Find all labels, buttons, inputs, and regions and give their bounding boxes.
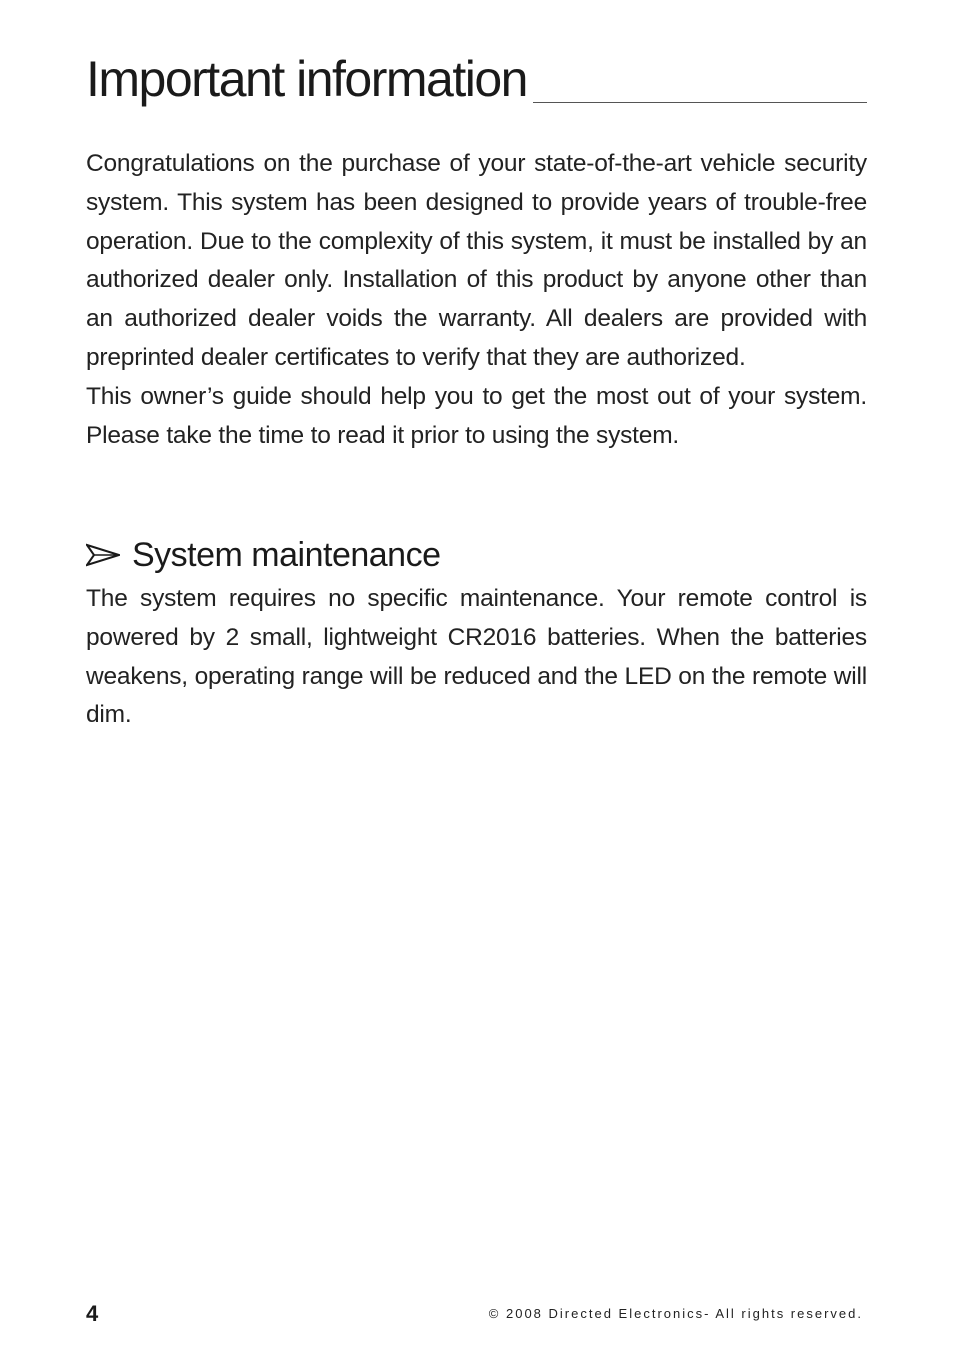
intro-paragraph-1: Congratulations on the purchase of your state-of-the-art vehicle security system. This system has been designed to provide years of trouble-free operation. Due to the complexity of this system, it must be installed by an authorized dealer only. Installation of this product by anyone other than an authorized dealer voids the warranty. All dealers are provided with preprinted dealer certificates to verify that they are authorized. [86,150,867,371]
intro-paragraph-2: This owner’s guide should help you to get the most out of your system. Please take the time to read it prior to using the system. [86,382,867,449]
title-rule [86,51,867,107]
page-number: 4 [86,1301,99,1326]
copyright-notice: © 2008 Directed Electronics- All rights reserved. [488,1306,863,1321]
page-title: Important information [86,54,533,104]
section-heading-text: System maintenance [132,536,441,574]
intro-section [86,145,867,455]
arrowhead-right-icon [86,543,120,567]
section-heading [86,532,867,578]
maintenance-paragraph: The system requires no specific maintenance. Your remote control is powered by 2 small, lightweight CR2016 batteries. When the batteries weakens, operating range will be reduced and the LED on the remote will dim. [86,585,867,729]
maintenance-section [86,532,867,735]
